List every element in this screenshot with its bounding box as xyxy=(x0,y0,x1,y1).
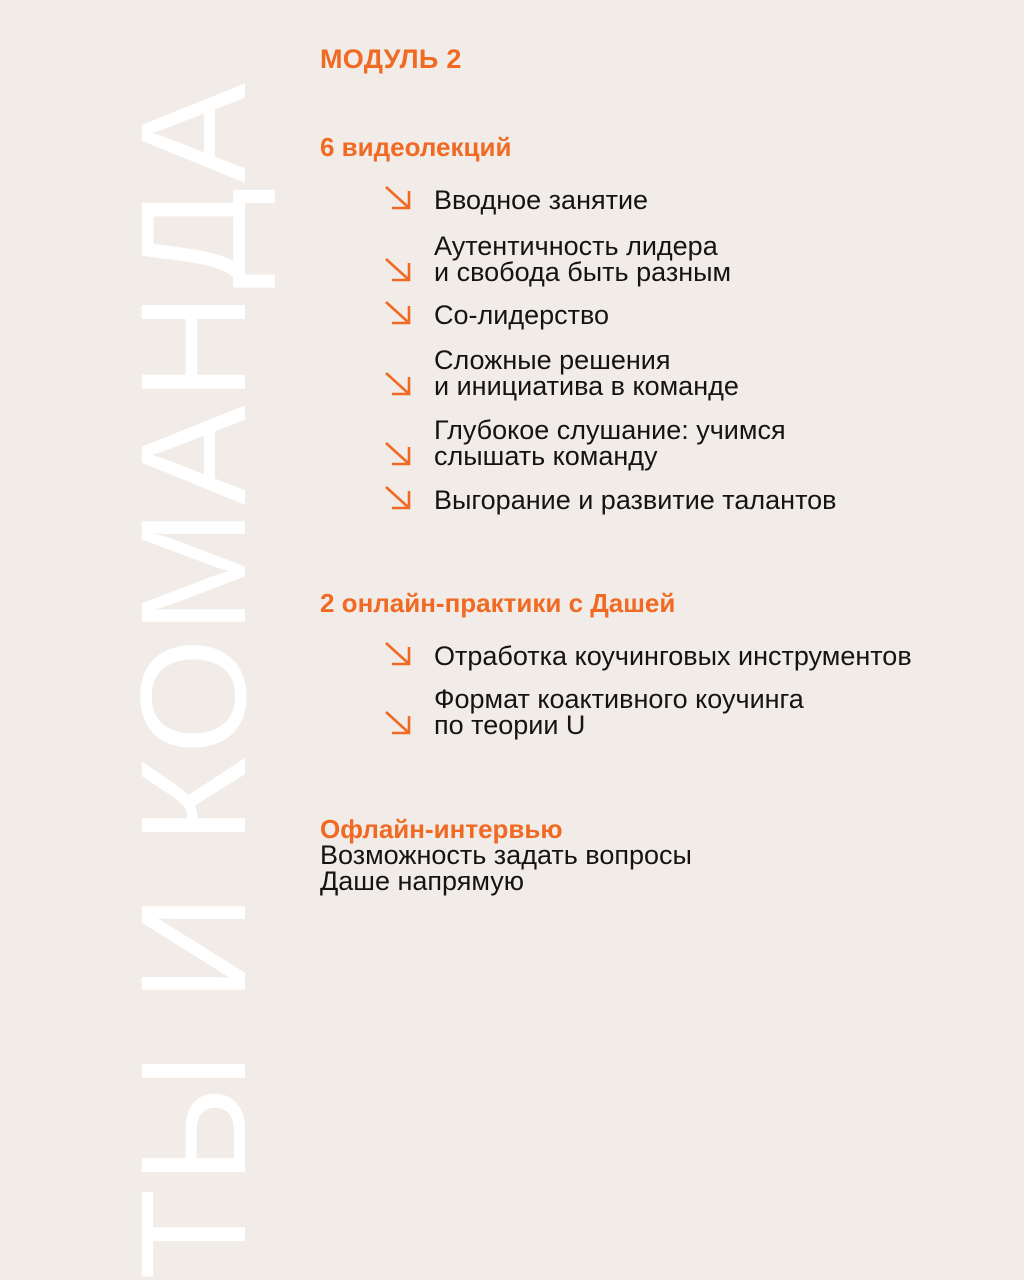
arrow-down-right-icon xyxy=(384,441,412,467)
side-title: ТЫ И КОМАНДА xyxy=(109,79,277,1280)
lecture-item xyxy=(384,347,739,399)
offline-heading: Офлайн-интервью xyxy=(320,814,563,844)
lecture-item-label: Глубокое слушание: учимся слышать команду xyxy=(434,415,786,471)
practice-item xyxy=(384,641,912,669)
offline-description: Возможность задать вопросы Даше напрямую xyxy=(320,840,692,896)
arrow-down-right-icon xyxy=(384,185,412,211)
practice-item xyxy=(384,686,804,738)
lecture-item-label: Со-лидерство xyxy=(434,300,610,330)
arrow-down-right-icon xyxy=(384,300,412,326)
arrow-down-right-icon xyxy=(384,641,412,667)
lecture-item xyxy=(384,485,837,513)
lecture-item-label: Сложные решения и инициатива в команде xyxy=(434,345,739,401)
practice-item-label: Формат коактивного коучинга по теории U xyxy=(434,684,804,740)
arrow-down-right-icon xyxy=(384,710,412,736)
lecture-item xyxy=(384,233,731,285)
arrow-down-right-icon xyxy=(384,257,412,283)
arrow-down-right-icon xyxy=(384,371,412,397)
lecture-item xyxy=(384,417,786,469)
arrow-down-right-icon xyxy=(384,485,412,511)
lecture-item-label: Выгорание и развитие талантов xyxy=(434,485,837,515)
practice-item-label: Отработка коучинговых инструментов xyxy=(434,641,912,671)
lecture-item-label: Вводное занятие xyxy=(434,185,649,215)
lecture-item xyxy=(384,185,648,213)
practices-heading: 2 онлайн-практики с Дашей xyxy=(320,588,676,618)
lecture-item xyxy=(384,300,609,328)
lecture-item-label: Аутентичность лидера и свобода быть разным xyxy=(434,231,732,287)
module-title: МОДУЛЬ 2 xyxy=(320,44,462,74)
lectures-heading: 6 видеолекций xyxy=(320,132,512,162)
